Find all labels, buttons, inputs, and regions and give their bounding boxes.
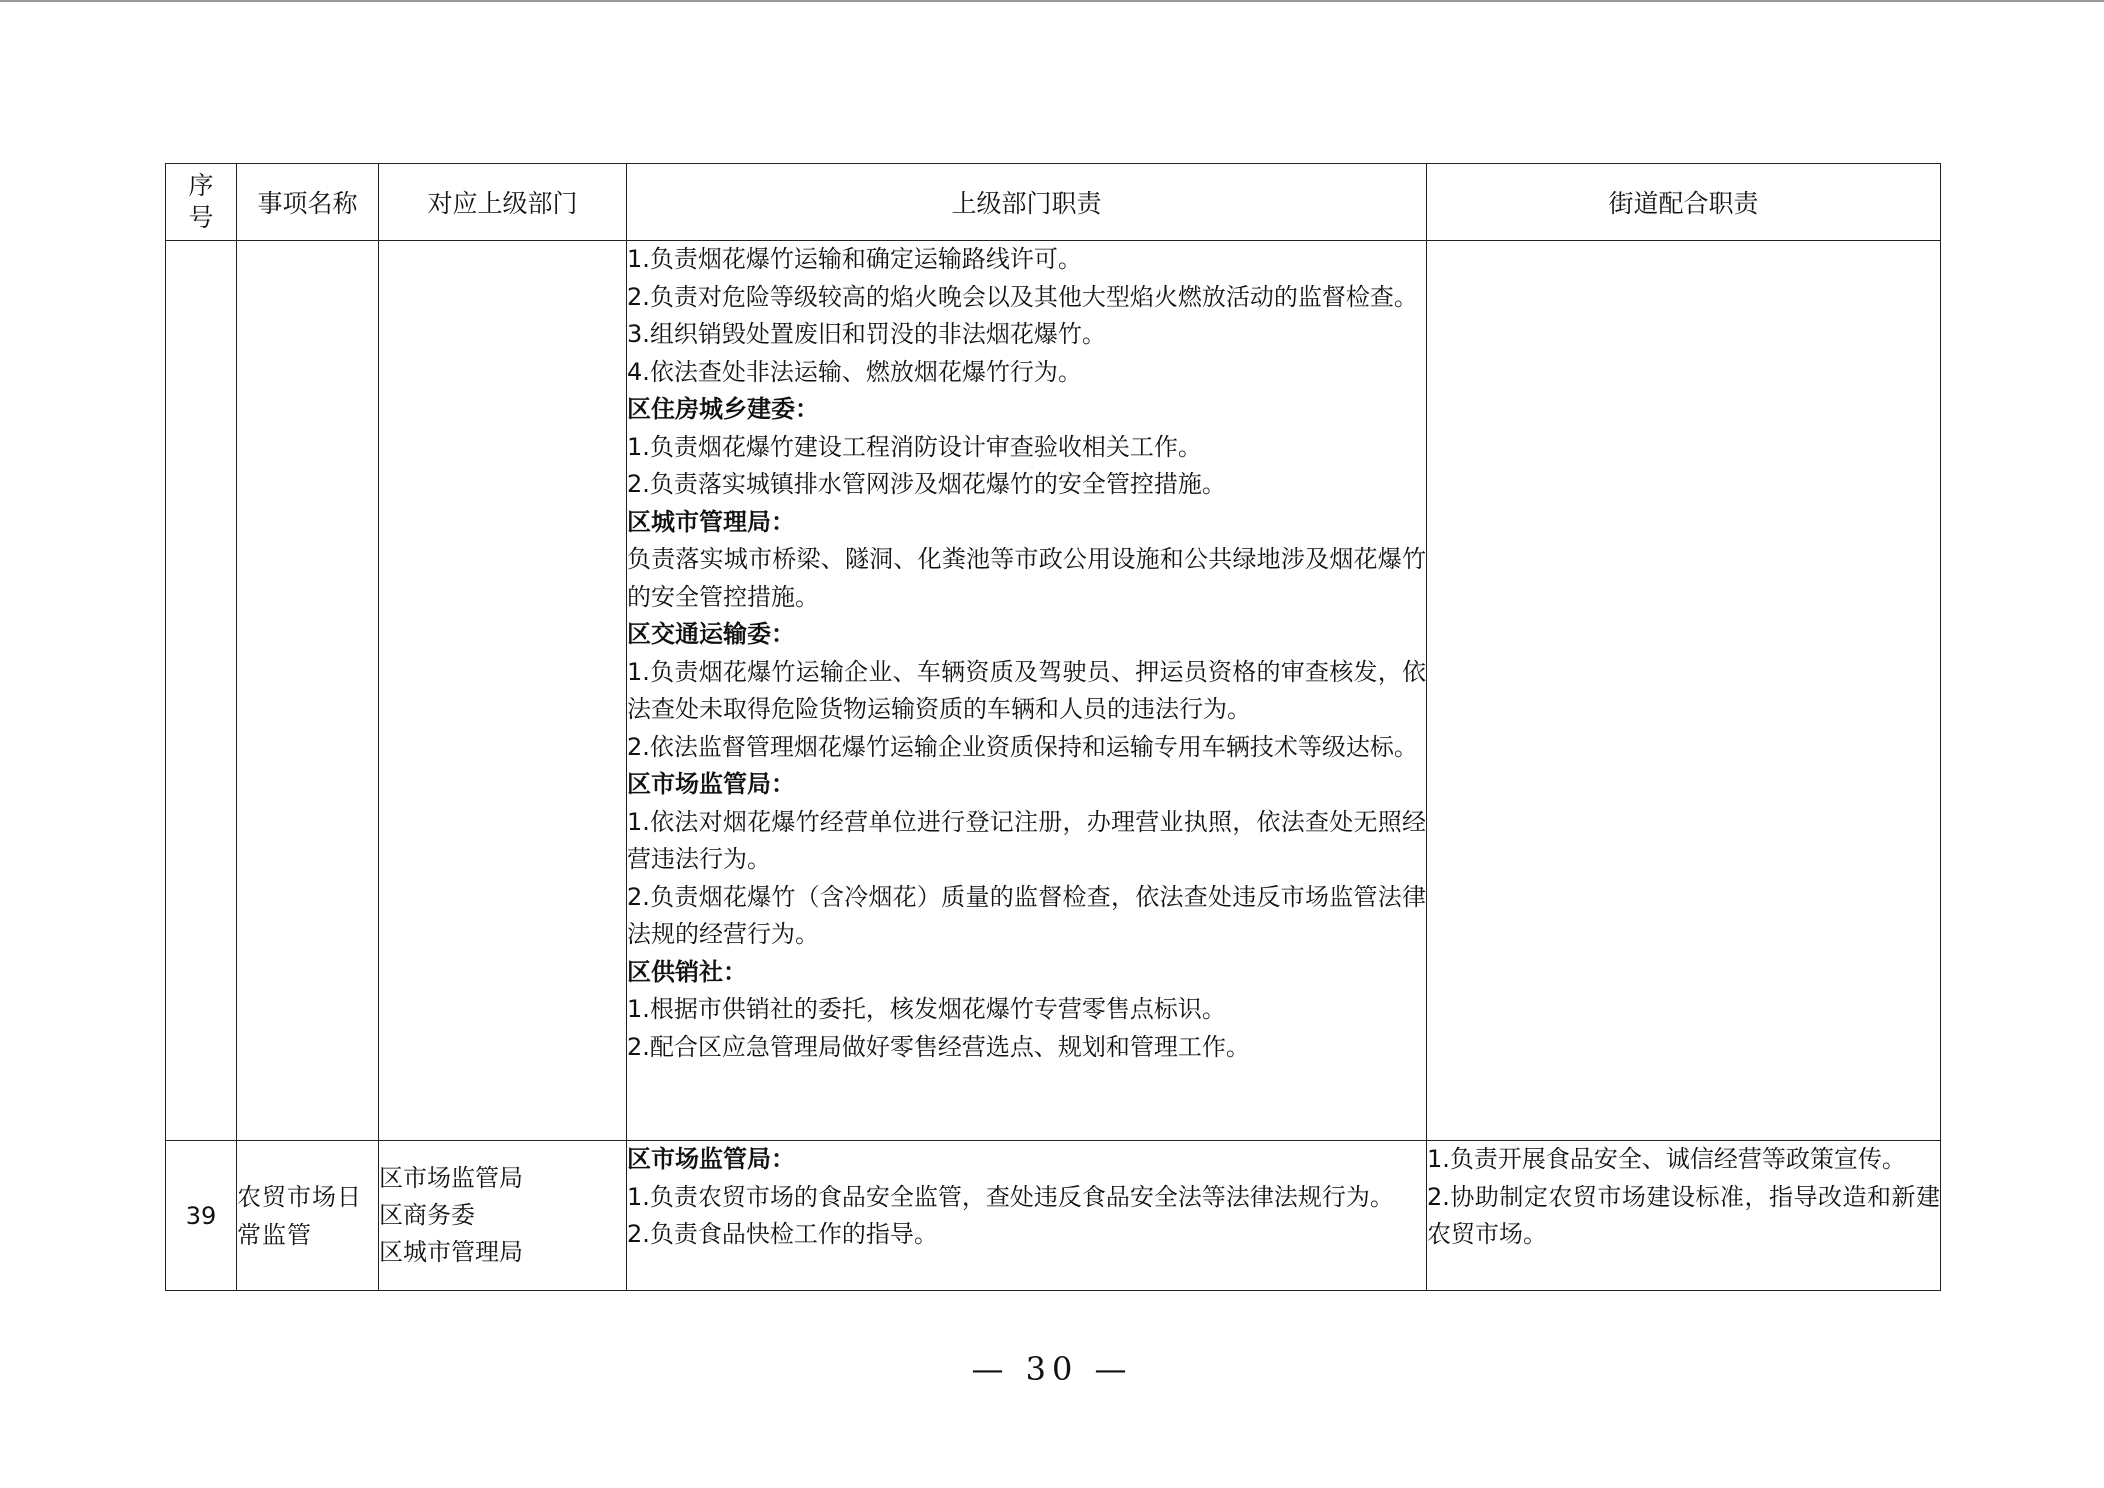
resp-line: 1.依法对烟花爆竹经营单位进行登记注册，办理营业执照，依法查处无照经营违法行为。: [627, 807, 1426, 873]
resp-line: 2.负责对危险等级较高的焰火晚会以及其他大型焰火燃放活动的监督检查。: [627, 282, 1418, 311]
dept-cell-empty: [379, 241, 627, 1141]
page-number: — 30 —: [971, 1350, 1133, 1388]
dept-heading: 区交通运输委：: [627, 620, 795, 648]
department-name: 区商务委: [379, 1201, 475, 1229]
dept-heading: 区供销社：: [627, 957, 747, 986]
resp-line: 2.负责落实城镇排水管网涉及烟花爆竹的安全管控措施。: [627, 470, 1226, 498]
resp-line: 2.配合区应急管理局做好零售经营选点、规划和管理工作。: [627, 1032, 1250, 1061]
resp-line: 2.依法监督管理烟花爆竹运输企业资质保持和运输专用车辆技术等级达标。: [627, 732, 1418, 761]
resp-line: 1.根据市供销社的委托，核发烟花爆竹专营零售点标识。: [627, 995, 1226, 1023]
item-name-cell: 农贸市场日常监管: [237, 1141, 379, 1291]
duties-table: [165, 163, 1941, 1291]
street-duties-cell: [1427, 1141, 1941, 1291]
header-row: [166, 164, 1941, 241]
street-duty-line: 1.负责开展食品安全、诚信经营等政策宣传。: [1427, 1145, 1906, 1173]
resp-line: 3.组织销毁处置废旧和罚没的非法烟花爆竹。: [627, 320, 1106, 348]
upper-responsibilities-cell: [627, 241, 1427, 1141]
header-upper-responsibilities: 上级部门职责: [627, 164, 1427, 241]
department-cell: [379, 1141, 627, 1291]
item-cell-empty: [237, 241, 379, 1141]
seq-cell-empty: [166, 241, 237, 1141]
dept-heading: 区住房城乡建委：: [627, 395, 819, 423]
dept-heading: 区城市管理局：: [627, 507, 795, 536]
resp-line: 1.负责烟花爆竹运输和确定运输路线许可。: [627, 245, 1082, 273]
street-duty-line: 2.协助制定农贸市场建设标准，指导改造和新建农贸市场。: [1427, 1182, 1940, 1248]
header-seq: 序 号: [166, 164, 237, 241]
dept-heading: 区市场监管局：: [627, 1145, 795, 1173]
resp-line: 1.负责烟花爆竹运输企业、车辆资质及驾驶员、押运员资格的审查核发，依法查处未取得危险货物运输资质的车辆和人员的违法行为。: [627, 657, 1426, 723]
upper-responsibilities-cell: [627, 1141, 1427, 1291]
resp-line: 4.依法查处非法运输、燃放烟花爆竹行为。: [627, 357, 1082, 386]
resp-line: 2.负责烟花爆竹（含冷烟花）质量的监督检查，依法查处违反市场监管法律法规的经营行为。: [627, 882, 1426, 948]
table-row-39: [166, 1141, 1941, 1291]
resp-line: 2.负责食品快检工作的指导。: [627, 1220, 938, 1248]
resp-line: 负责落实城市桥梁、隧洞、化粪池等市政公用设施和公共绿地涉及烟花爆竹的安全管控措施。: [627, 545, 1426, 611]
department-name: 区市场监管局: [379, 1164, 523, 1192]
seq-cell: 39: [166, 1141, 237, 1291]
resp-line: 1.负责农贸市场的食品安全监管，查处违反食品安全法等法律法规行为。: [627, 1182, 1394, 1211]
resp-line: 1.负责烟花爆竹建设工程消防设计审查验收相关工作。: [627, 432, 1202, 461]
department-name: 区城市管理局: [379, 1238, 523, 1266]
header-department: 对应上级部门: [379, 164, 627, 241]
street-duties-cell-empty: [1427, 241, 1941, 1141]
dept-heading: 区市场监管局：: [627, 770, 795, 798]
header-street-duties: 街道配合职责: [1427, 164, 1941, 241]
table-row-continued: [166, 241, 1941, 1141]
top-border-line: [0, 0, 2104, 2]
header-item-name: 事项名称: [237, 164, 379, 241]
